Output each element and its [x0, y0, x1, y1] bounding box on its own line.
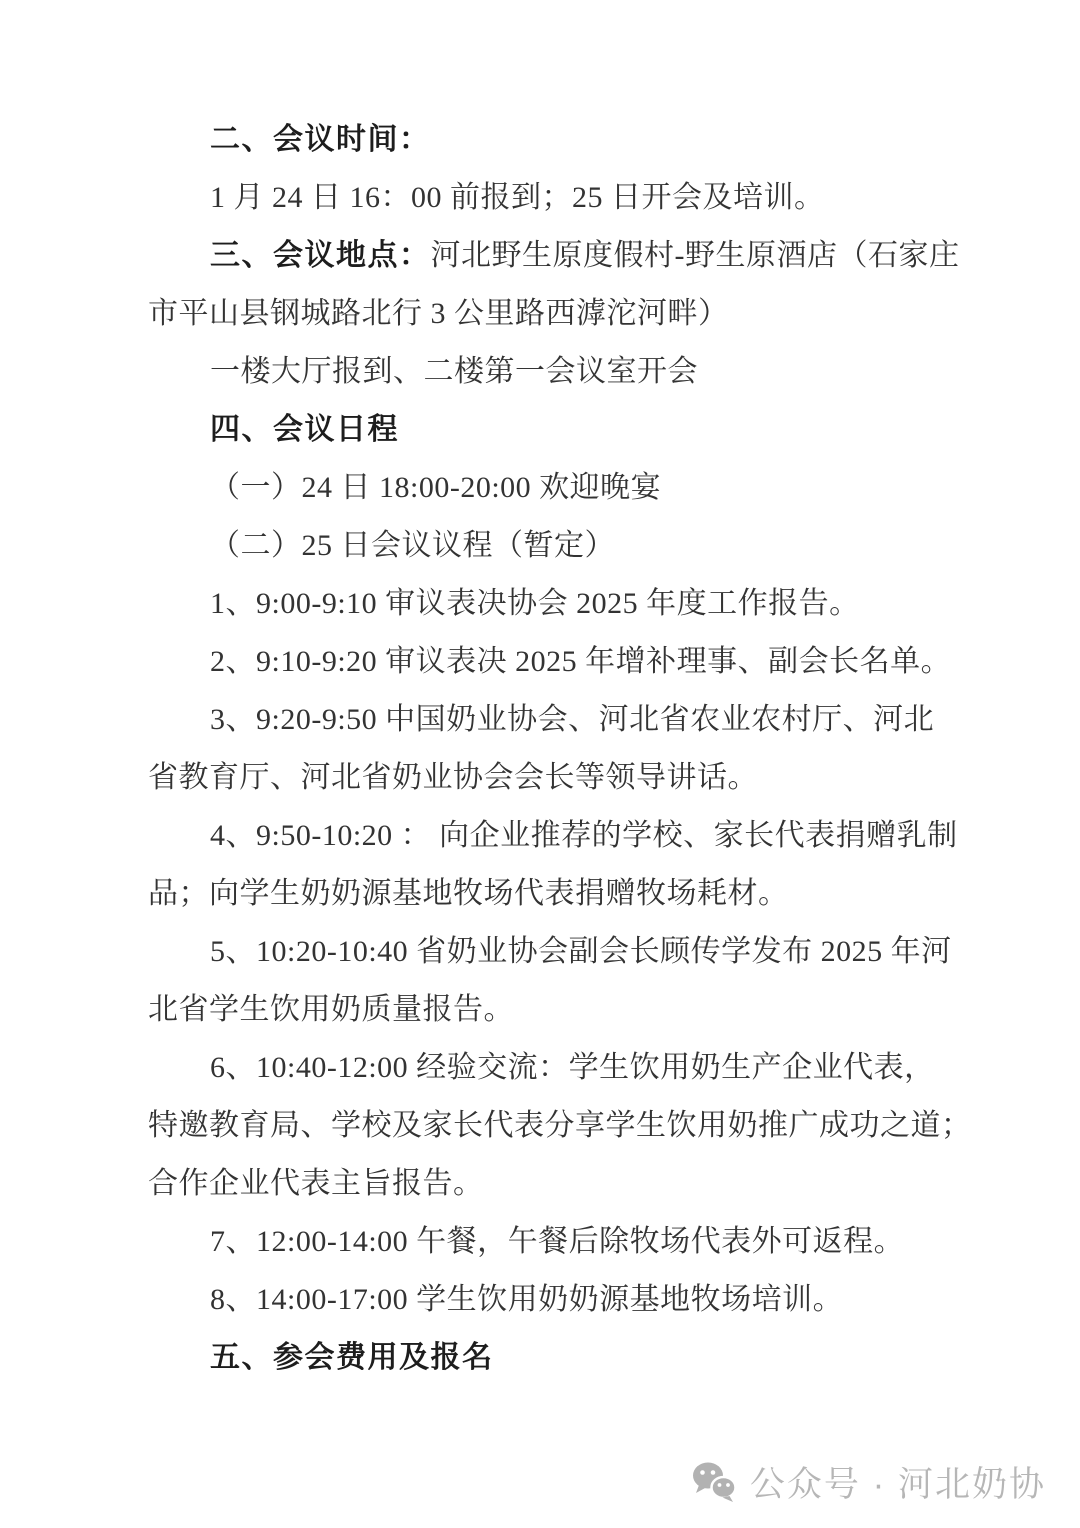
body-text: 北省学生饮用奶质量报告。 — [148, 993, 514, 1026]
wechat-account-label: 公众号 · 河北奶协 — [749, 1465, 1046, 1504]
agenda-item-6-wrap2 — [148, 1155, 948, 1213]
wechat-icon — [690, 1461, 738, 1503]
wechat-account-watermark — [690, 1458, 1046, 1506]
body-text: 特邀教育局、学校及家长代表分享学生饮用奶推广成功之道； — [148, 1109, 972, 1142]
body-text: 1、9:00-9:10 审议表决协会 2025 年度工作报告。 — [210, 587, 860, 620]
document-body — [148, 111, 972, 1387]
agenda-item-6 — [148, 1039, 948, 1097]
agenda-item-5 — [148, 923, 952, 981]
body-text: 一楼大厅报到、二楼第一会议室开会 — [210, 355, 698, 388]
agenda-item-6-wrap1 — [148, 1097, 972, 1155]
body-text: 品；向学生奶奶源基地牧场代表捐赠牧场耗材。 — [148, 877, 789, 910]
heading-text: 五、参会费用及报名 — [210, 1341, 494, 1374]
section-heading-fees — [148, 1329, 948, 1387]
body-text: 6、10:40-12:00 经验交流：学生饮用奶生产企业代表， — [210, 1051, 935, 1084]
body-text: 3、9:20-9:50 中国奶业协会、河北省农业农村厅、河北 — [210, 703, 935, 736]
body-text: 市平山县钢城路北行 3 公里路西滹沱河畔） — [148, 297, 729, 330]
heading-text: 二、会议时间： — [210, 123, 431, 156]
body-text: 省教育厅、河北省奶业协会会长等领导讲话。 — [148, 761, 758, 794]
body-text: 8、14:00-17:00 学生饮用奶奶源基地牧场培训。 — [210, 1283, 844, 1316]
heading-text: 四、会议日程 — [210, 413, 399, 446]
body-text: 4、9:50-10:20 ： 向企业推荐的学校、家长代表捐赠乳制 — [210, 819, 958, 852]
line-report-time — [148, 169, 948, 227]
agenda-item-2 — [148, 633, 952, 691]
body-text: （一）24 日 18:00-20:00 欢迎晚宴 — [210, 471, 662, 504]
section-heading-venue — [148, 227, 960, 285]
line-venue-address-wrap — [148, 285, 948, 343]
section-heading-agenda — [148, 401, 948, 459]
body-text: 7、12:00-14:00 午餐，午餐后除牧场代表外可返程。 — [210, 1225, 905, 1258]
line-agenda-day2 — [148, 517, 948, 575]
agenda-item-1 — [148, 575, 948, 633]
agenda-item-4 — [148, 807, 958, 865]
line-agenda-day1 — [148, 459, 948, 517]
line-venue-rooms — [148, 343, 948, 401]
body-text: 河北野生原度假村-野生原酒店（石家庄 — [430, 239, 960, 272]
agenda-item-3 — [148, 691, 948, 749]
body-text: 合作企业代表主旨报告。 — [148, 1167, 484, 1200]
body-text: 1 月 24 日 16：00 前报到；25 日开会及培训。 — [210, 181, 825, 214]
agenda-item-7 — [148, 1213, 948, 1271]
agenda-item-8 — [148, 1271, 948, 1329]
heading-text: 三、会议地点： — [210, 239, 431, 272]
agenda-item-3-wrap — [148, 749, 948, 807]
body-text: 5、10:20-10:40 省奶业协会副会长顾传学发布 2025 年河 — [210, 935, 952, 968]
agenda-item-5-wrap — [148, 981, 948, 1039]
agenda-item-4-wrap — [148, 865, 948, 923]
body-text: （二）25 日会议议程（暂定） — [210, 529, 615, 562]
body-text: 2、9:10-9:20 审议表决 2025 年增补理事、副会长名单。 — [210, 645, 952, 678]
section-heading-meeting-time — [148, 111, 948, 169]
